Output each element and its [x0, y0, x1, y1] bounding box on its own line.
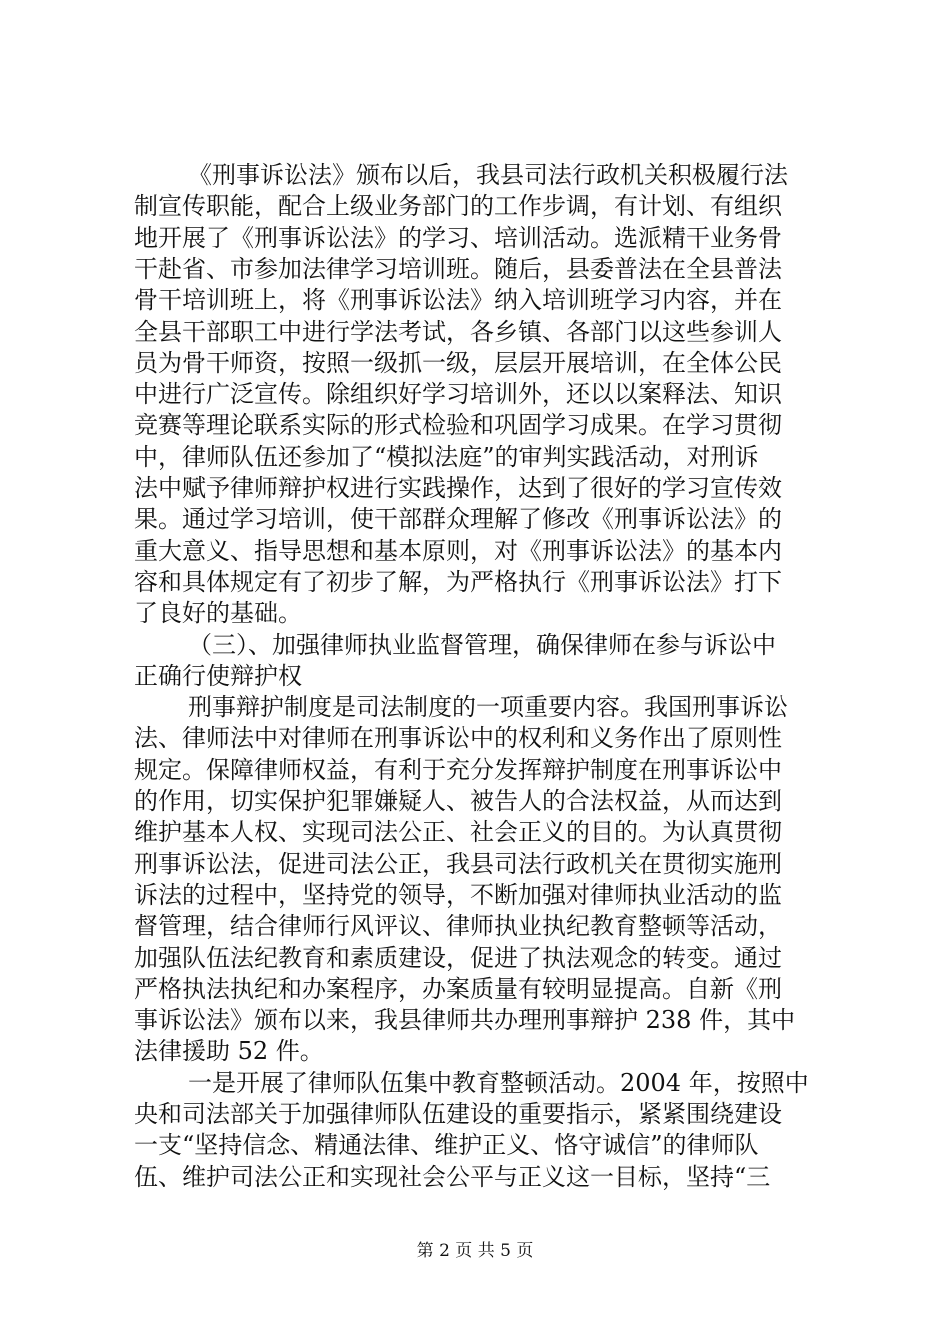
text-line: 刑事辩护制度是司法制度的一项重要内容。我国刑事诉讼: [188, 693, 788, 721]
section-heading: （三）、加强律师执业监督管理，确保律师在参与诉讼中: [188, 631, 776, 659]
text-line: 一是开展了律师队伍集中教育整顿活动。2004 年，按照中: [188, 1069, 809, 1097]
text-line: 干赴省、市参加法律学习培训班。随后，县委普法在全县普法: [134, 255, 782, 283]
text-line: 重大意义、指导思想和基本原则，对《刑事诉讼法》的基本内: [134, 537, 782, 565]
text-line: 维护基本人权、实现司法公正、社会正义的目的。为认真贯彻: [134, 818, 782, 846]
text-line: 竞赛等理论联系实际的形式检验和巩固学习成果。在学习贯彻: [134, 411, 782, 439]
text-line: 法中赋予律师辩护权进行实践操作，达到了很好的学习宣传效: [134, 474, 782, 502]
text-line: 刑事诉讼法，促进司法公正，我县司法行政机关在贯彻实施刑: [134, 850, 782, 878]
text-line: 的作用，切实保护犯罪嫌疑人、被告人的合法权益，从而达到: [134, 787, 782, 815]
text-line: 地开展了《刑事诉讼法》的学习、培训活动。选派精干业务骨: [134, 224, 782, 252]
text-line: 央和司法部关于加强律师队伍建设的重要指示，紧紧围绕建设: [134, 1100, 782, 1128]
text-line: 事诉讼法》颁布以来，我县律师共办理刑事辩护 238 件，其中: [134, 1006, 796, 1034]
text-line: 督管理，结合律师行风评议、律师执业执纪教育整顿等活动，: [134, 912, 782, 940]
text-line: 骨干培训班上，将《刑事诉讼法》纳入培训班学习内容，并在: [134, 286, 782, 314]
text-line: 中进行广泛宣传。除组织好学习培训外，还以以案释法、知识: [134, 380, 782, 408]
text-line: 容和具体规定有了初步了解，为严格执行《刑事诉讼法》打下: [134, 568, 782, 596]
text-line: 员为骨干师资，按照一级抓一级，层层开展培训，在全体公民: [134, 349, 782, 377]
text-line: 果。通过学习培训，使干部群众理解了修改《刑事诉讼法》的: [134, 505, 782, 533]
text-line: 《刑事诉讼法》颁布以后，我县司法行政机关积极履行法: [188, 161, 788, 189]
text-line: 严格执法执纪和办案程序，办案质量有较明显提高。自新《刑: [134, 975, 782, 1003]
text-line: 法、律师法中对律师在刑事诉讼中的权利和义务作出了原则性: [134, 724, 782, 752]
section-heading: 正确行使辩护权: [134, 662, 302, 690]
text-line: 制宣传职能，配合上级业务部门的工作步调，有计划、有组织: [134, 192, 782, 220]
text-line: 中，律师队伍还参加了“模拟法庭”的审判实践活动，对刑诉: [134, 443, 759, 471]
text-line: 法律援助 52 件。: [134, 1037, 324, 1065]
text-line: 伍、维护司法公正和实现社会公平与正义这一目标，坚持“三: [134, 1163, 771, 1191]
page-number-footer: 第 2 页 共 5 页: [416, 1241, 534, 1261]
text-line: 规定。保障律师权益，有利于充分发挥辩护制度在刑事诉讼中: [134, 756, 782, 784]
text-line: 一支“坚持信念、精通法律、维护正义、恪守诚信”的律师队: [134, 1131, 759, 1159]
text-line: 加强队伍法纪教育和素质建设，促进了执法观念的转变。通过: [134, 944, 782, 972]
text-line: 全县干部职工中进行学法考试，各乡镇、各部门以这些参训人: [134, 318, 782, 346]
text-line: 诉法的过程中，坚持党的领导，不断加强对律师执业活动的监: [134, 881, 782, 909]
text-line: 了良好的基础。: [134, 599, 302, 627]
